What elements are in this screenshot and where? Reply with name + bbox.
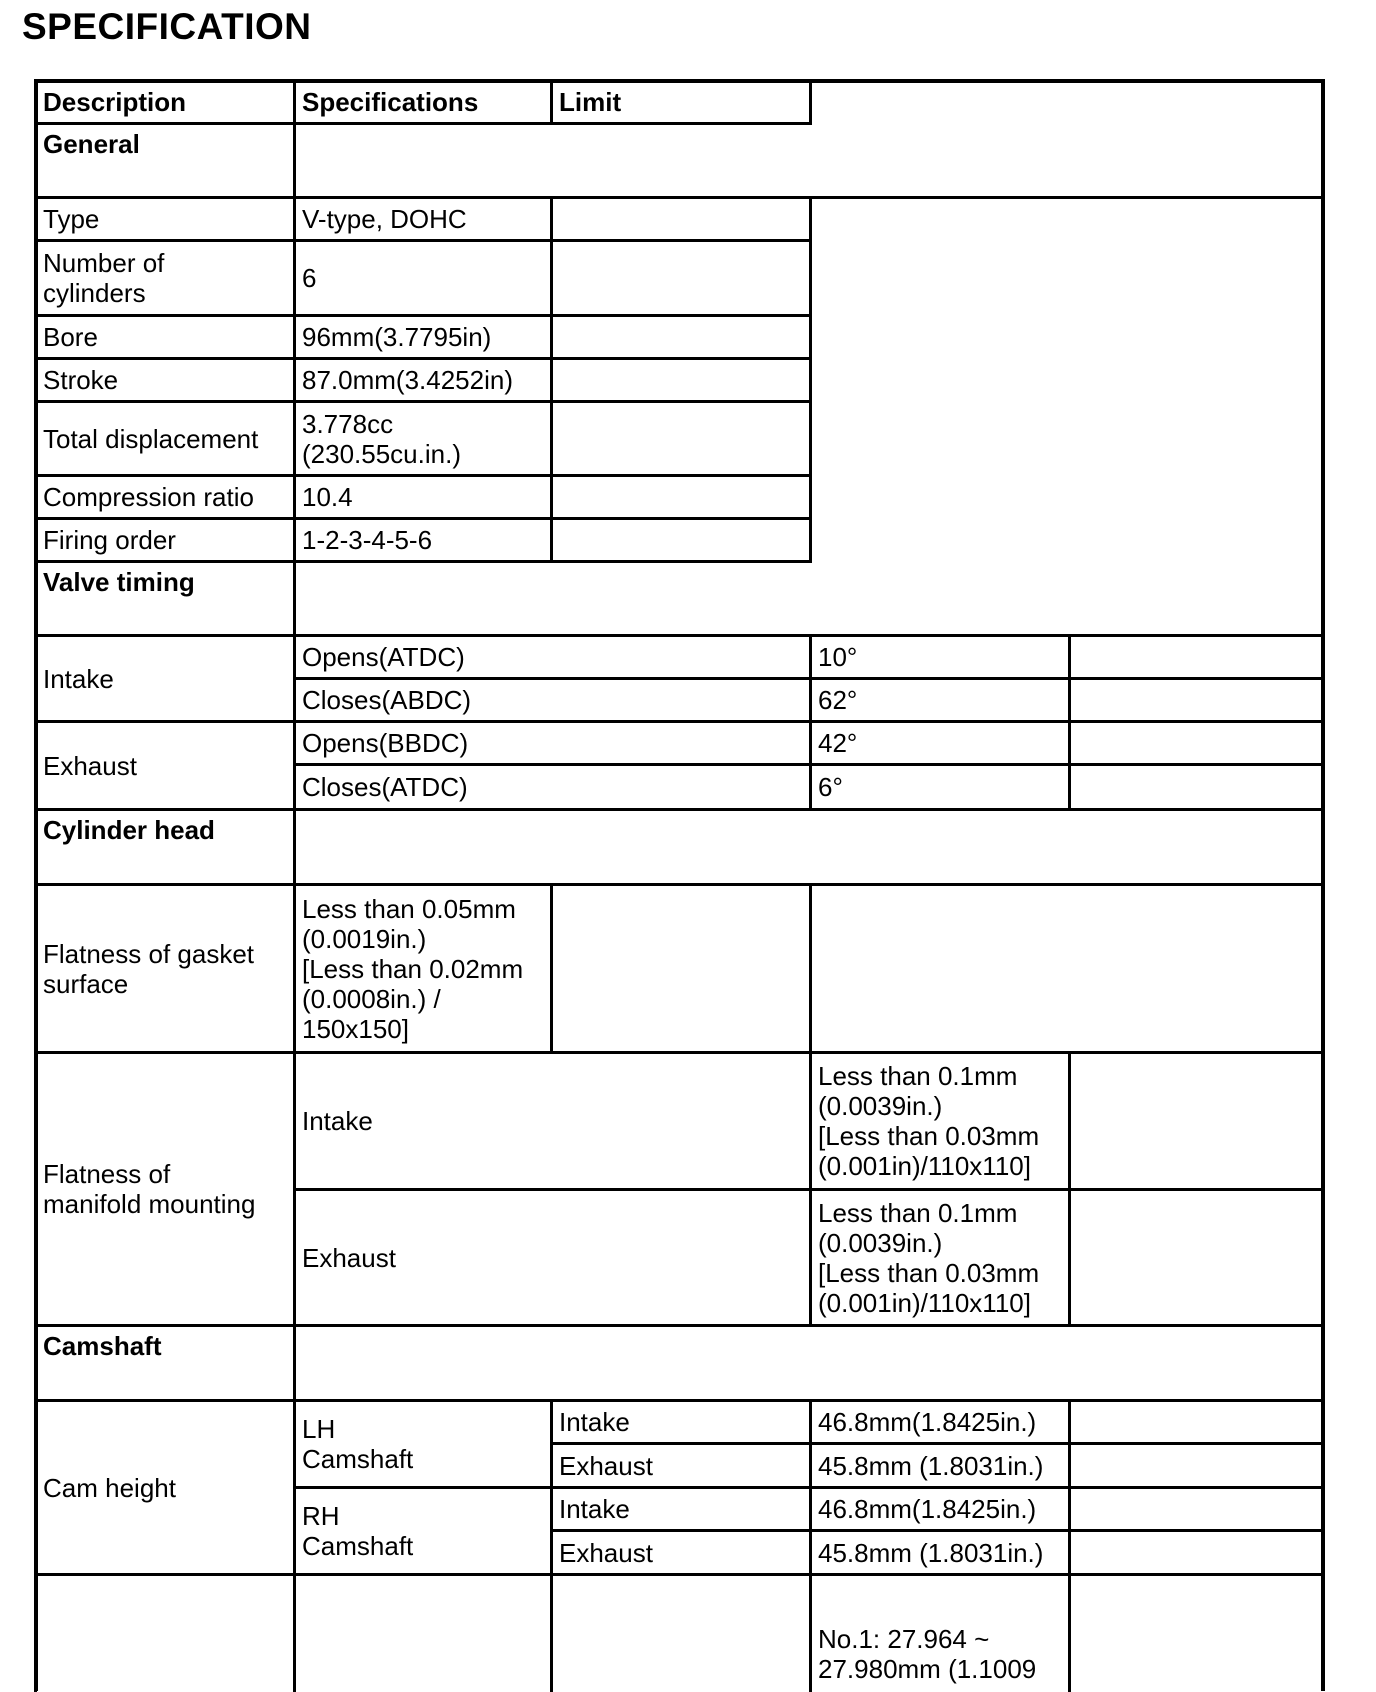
cam-height-label: Cam height: [34, 1399, 296, 1576]
firing-value: 1-2-3-4-5-6: [293, 517, 553, 563]
manifold-intake-label: Intake: [293, 1051, 812, 1191]
cylinders-limit: [550, 239, 812, 317]
displacement-value: [293, 400, 553, 477]
valve-intake-opens-value: 10°: [809, 634, 1071, 680]
gasket-value-line4: (0.0008in.) /: [302, 983, 441, 1014]
firing-limit: [550, 517, 812, 563]
journal-sub-label: [293, 1573, 553, 1692]
journal-limit: [1068, 1573, 1325, 1692]
gasket-spacer: [809, 883, 1325, 1054]
section-camshaft-spacer: [293, 1324, 1325, 1402]
compression-limit: [550, 474, 812, 520]
lh-intake-limit: [1068, 1399, 1325, 1445]
valve-exhaust-closes-limit: [1068, 763, 1325, 811]
journal-sub-sub-label: [550, 1573, 812, 1692]
journal-value-line2: 27.980mm (1.1009: [818, 1654, 1037, 1684]
manifold-intake-line2: (0.0039in.): [818, 1091, 943, 1121]
manifold-exhaust-line2: (0.0039in.): [818, 1227, 943, 1258]
page-title: SPECIFICATION: [22, 6, 312, 47]
valve-intake-opens-label: Opens(ATDC): [293, 634, 812, 680]
lh-camshaft-label: [293, 1399, 553, 1489]
cylinders-label-line2: cylinders: [43, 278, 146, 308]
manifold-exhaust-label: Exhaust: [293, 1188, 812, 1327]
valve-exhaust-opens-value: 42°: [809, 720, 1071, 766]
type-value: V-type, DOHC: [293, 196, 553, 242]
header-description: Description: [34, 79, 296, 125]
section-cylinder-head: Cylinder head: [34, 808, 296, 886]
lh-intake-label: Intake: [550, 1399, 812, 1445]
firing-label: Firing order: [34, 517, 296, 563]
displacement-value-line1: 3.778cc: [302, 408, 394, 439]
manifold-exhaust-line1: Less than 0.1mm: [818, 1197, 1018, 1228]
rh-exhaust-value: 45.8mm (1.8031in.): [809, 1529, 1071, 1576]
gasket-label: [34, 883, 296, 1054]
rh-intake-label: Intake: [550, 1486, 812, 1532]
rh-intake-limit: [1068, 1486, 1325, 1532]
manifold-label-line1: Flatness of: [43, 1159, 171, 1189]
rh-camshaft-line2: Camshaft: [302, 1531, 414, 1561]
gasket-value-line3: [Less than 0.02mm: [302, 953, 524, 984]
bore-label: Bore: [34, 314, 296, 360]
gasket-value-line5: 150x150]: [302, 1013, 409, 1044]
rh-camshaft-line1: RH: [302, 1501, 340, 1531]
stroke-value: 87.0mm(3.4252in): [293, 357, 553, 403]
rh-camshaft-label: [293, 1486, 553, 1576]
valve-intake-closes-value: 62°: [809, 677, 1071, 723]
lh-camshaft-line2: Camshaft: [302, 1444, 414, 1474]
compression-value: 10.4: [293, 474, 553, 520]
section-valve-timing-spacer: [293, 560, 1325, 637]
bore-value: 96mm(3.7795in): [293, 314, 553, 360]
stroke-limit: [550, 357, 812, 403]
valve-exhaust-closes-label: Closes(ATDC): [293, 763, 812, 811]
manifold-exhaust-limit: [1068, 1188, 1325, 1327]
manifold-intake-value: [809, 1051, 1071, 1191]
manifold-exhaust-line4: (0.001in)/110x110]: [818, 1287, 1031, 1318]
section-valve-timing: Valve timing: [34, 560, 296, 637]
valve-exhaust-opens-limit: [1068, 720, 1325, 766]
compression-label: Compression ratio: [34, 474, 296, 520]
rh-intake-value: 46.8mm(1.8425in.): [809, 1486, 1071, 1532]
manifold-intake-line4: (0.001in)/110x110]: [818, 1151, 1031, 1181]
displacement-limit: [550, 400, 812, 477]
gasket-value: [293, 883, 553, 1054]
valve-intake-closes-limit: [1068, 677, 1325, 723]
header-specifications: Specifications: [293, 79, 553, 125]
valve-intake-closes-label: Closes(ABDC): [293, 677, 812, 723]
bore-limit: [550, 314, 812, 360]
gasket-value-line1: Less than 0.05mm: [302, 893, 516, 924]
lh-exhaust-label: Exhaust: [550, 1442, 812, 1489]
manifold-exhaust-value: [809, 1188, 1071, 1327]
manifold-intake-line3: [Less than 0.03mm: [818, 1121, 1040, 1151]
manifold-intake-limit: [1068, 1051, 1325, 1191]
journal-label: [34, 1573, 296, 1692]
valve-exhaust-label: Exhaust: [34, 720, 296, 811]
gasket-label-line1: Flatness of gasket: [43, 938, 254, 969]
valve-intake-opens-limit: [1068, 634, 1325, 680]
valve-exhaust-closes-value: 6°: [809, 763, 1071, 811]
displacement-value-line2: (230.55cu.in.): [302, 438, 461, 469]
valve-intake-label: Intake: [34, 634, 296, 723]
section-cylinder-head-spacer: [293, 808, 1325, 886]
journal-value-line1: No.1: 27.964 ~: [818, 1624, 990, 1654]
manifold-intake-line1: Less than 0.1mm: [818, 1061, 1018, 1091]
journal-value: [809, 1573, 1071, 1692]
valve-exhaust-opens-label: Opens(BBDC): [293, 720, 812, 766]
type-limit: [550, 196, 812, 242]
displacement-label: Total displacement: [34, 400, 296, 477]
section-general-spacer: [293, 122, 1325, 199]
cylinders-value: 6: [293, 239, 553, 317]
lh-intake-value: 46.8mm(1.8425in.): [809, 1399, 1071, 1445]
manifold-exhaust-line3: [Less than 0.03mm: [818, 1257, 1040, 1288]
section-general: General: [34, 122, 296, 199]
type-label: Type: [34, 196, 296, 242]
manifold-label: [34, 1051, 296, 1327]
stroke-label: Stroke: [34, 357, 296, 403]
cylinders-label: [34, 239, 296, 317]
gasket-label-line2: surface: [43, 968, 129, 999]
gasket-limit: [550, 883, 812, 1054]
cylinders-label-line1: Number of: [43, 248, 165, 278]
lh-exhaust-limit: [1068, 1442, 1325, 1489]
lh-camshaft-line1: LH: [302, 1414, 336, 1444]
lh-exhaust-value: 45.8mm (1.8031in.): [809, 1442, 1071, 1489]
section-camshaft: Camshaft: [34, 1324, 296, 1402]
header-limit: Limit: [550, 79, 812, 125]
rh-exhaust-label: Exhaust: [550, 1529, 812, 1576]
rh-exhaust-limit: [1068, 1529, 1325, 1576]
gasket-value-line2: (0.0019in.): [302, 923, 427, 954]
manifold-label-line2: manifold mounting: [43, 1189, 256, 1219]
